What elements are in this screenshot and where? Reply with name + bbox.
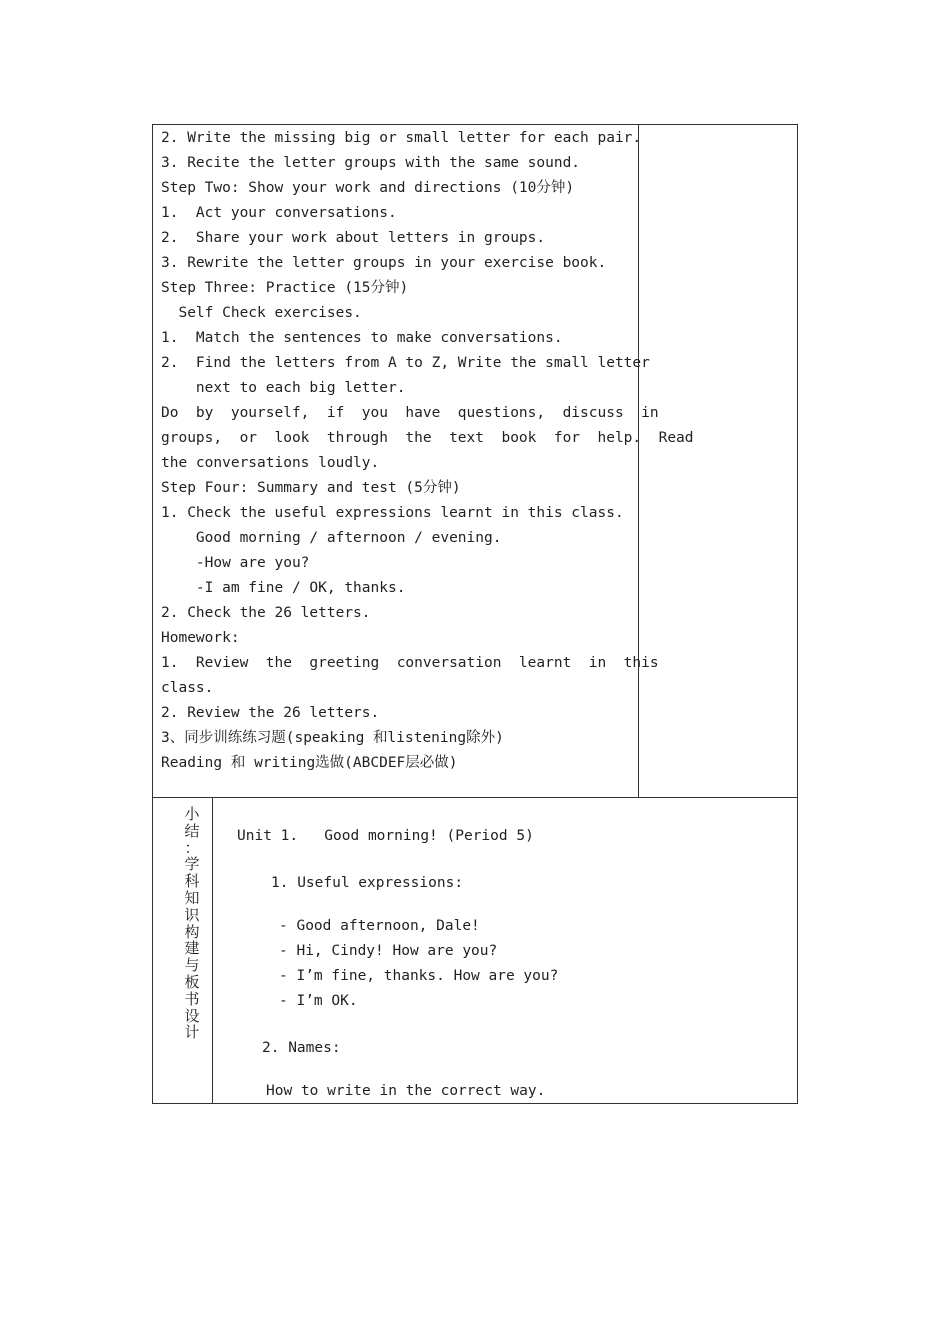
text-line: Good morning / afternoon / evening. (161, 530, 502, 546)
dialog-line: - Hi, Cindy! How are you? (279, 943, 498, 959)
note-line: How to write in the correct way. (266, 1083, 546, 1099)
text-line: 2. Check the 26 letters. (161, 605, 371, 621)
row-divider (152, 797, 798, 798)
text-line: 3、同步训练练习题(speaking 和listening除外) (161, 730, 504, 746)
step-two-heading: Step Two: Show your work and directions (10分钟) (161, 180, 575, 196)
text-line: -How are you? (161, 555, 310, 571)
text-line: next to each big letter. (161, 380, 406, 396)
text-line: 3. Recite the letter groups with the same sound. (161, 155, 581, 171)
lower-column-divider (212, 797, 213, 1104)
dialog-line: - I’m fine, thanks. How are you? (279, 968, 559, 984)
homework-heading: Homework: (161, 630, 240, 646)
text-line: 2. Find the letters from A to Z, Write the small letter (161, 355, 650, 371)
unit-title: Unit 1. Good morning! (Period 5) (237, 828, 534, 844)
text-line: the conversations loudly. (161, 455, 380, 471)
text-line: 1. Review the greeting conversation learnt in this (161, 655, 659, 671)
text-line: Do by yourself, if you have questions, discuss in (161, 405, 659, 421)
text-line: 2. Review the 26 letters. (161, 705, 380, 721)
text-line: 2. Write the missing big or small letter for each pair. (161, 130, 642, 146)
text-line: Self Check exercises. (161, 305, 362, 321)
dialog-line: - I’m OK. (279, 993, 358, 1009)
text-line: 1. Act your conversations. (161, 205, 397, 221)
text-line: -I am fine / OK, thanks. (161, 580, 406, 596)
step-three-heading: Step Three: Practice (15分钟) (161, 280, 409, 296)
text-line: class. (161, 680, 214, 696)
section-heading: 2. Names: (262, 1040, 341, 1056)
side-label: 小 结 ： 学 科 知 识 构 建 与 板 书 设 计 (184, 805, 200, 1042)
section-heading: 1. Useful expressions: (271, 875, 464, 891)
dialog-line: - Good afternoon, Dale! (279, 918, 480, 934)
text-line: 1. Match the sentences to make conversations. (161, 330, 563, 346)
text-line: Reading 和 writing选做(ABCDEF层必做) (161, 755, 458, 771)
text-line: groups, or look through the text book for help. Read (161, 430, 694, 446)
text-line: 1. Check the useful expressions learnt in this class. (161, 505, 624, 521)
step-four-heading: Step Four: Summary and test (5分钟) (161, 480, 461, 496)
upper-column-divider (638, 124, 639, 797)
text-line: 2. Share your work about letters in groups. (161, 230, 546, 246)
text-line: 3. Rewrite the letter groups in your exercise book. (161, 255, 607, 271)
